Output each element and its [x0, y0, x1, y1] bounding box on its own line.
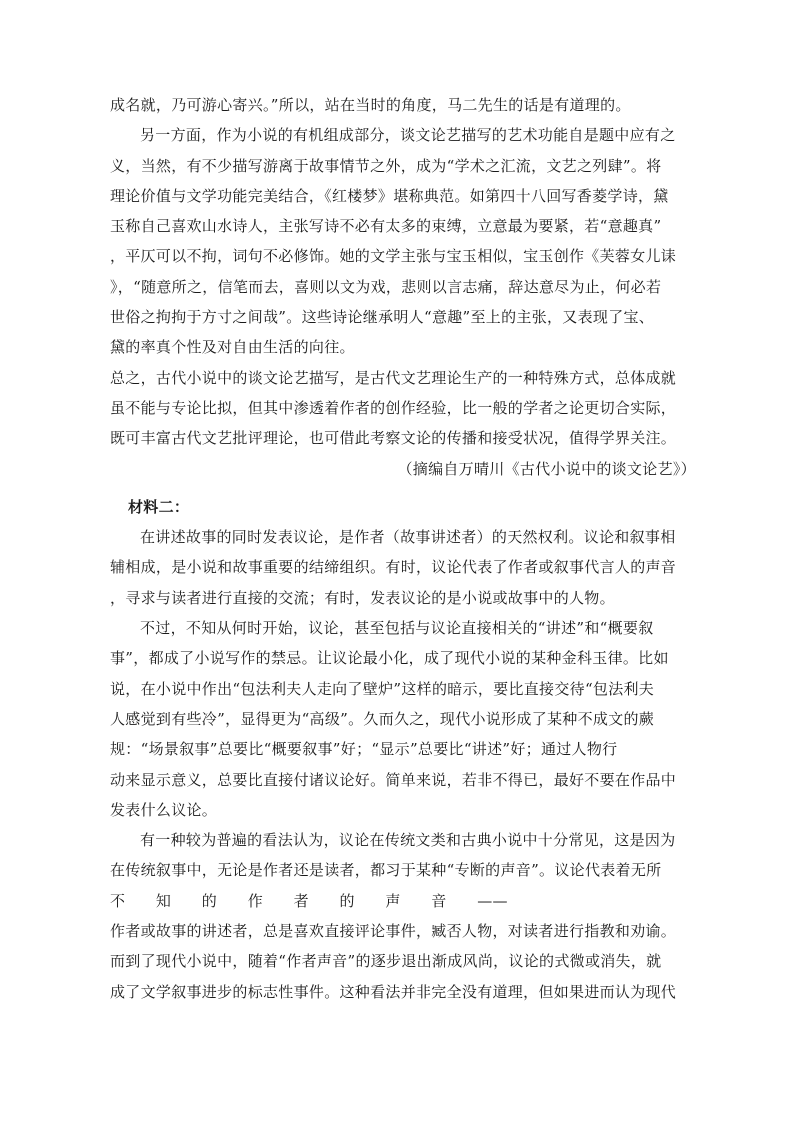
text-line: 虽不能与专论比拟，但其中渗透着作者的创作经验，比一般的学者之论更切合实际，: [110, 398, 677, 417]
text-line: 辅相成，是小说和故事重要的结缔组织。有时，议论代表了作者或叙事代言人的声音: [110, 558, 677, 577]
paragraph-start-line: 在讲述故事的同时发表议论，是作者（故事讲述者）的天然权利。议论和叙事相: [140, 528, 676, 547]
text-line: 既可丰富古代文艺批评理论，也可借此考察文论的传播和接受状况，值得学界关注。: [110, 429, 677, 448]
text-line: 发表什么议论。: [110, 800, 218, 819]
text-line: ，寻求与读者进行直接的交流；有时，发表议论的是小说或故事中的人物。: [110, 588, 615, 607]
text-line: 动来显示意义，总要比直接付诸议论好。简单来说，若非不得已，最好不要在作品中: [110, 770, 677, 789]
text-line: 而到了现代小说中，随着“作者声音”的逐步退出渐成风尚，议论的式微或消失，就: [110, 952, 662, 971]
document-page: [110, 90, 698, 1007]
text-line: 理论价值与文学功能完美结合，《红楼梦》堪称典范。如第四十八回写香菱学诗，黛: [110, 186, 669, 205]
paragraph-start-line: 另一方面，作为小说的有机组成部分，谈文论艺描写的艺术功能自是题中应有之: [140, 126, 676, 145]
text-line: 成了文学叙事进步的标志性事件。这种看法并非完全没有道理，但如果进而认为现代: [110, 982, 677, 1001]
text-line: 规：“场景叙事”总要比“概要叙事”好；“显示”总要比“讲述”好；通过人物行: [110, 740, 618, 759]
text-line: 世俗之拘拘于方寸之间哉”。这些诗论继承明人“意趣”至上的主张，又表现了宝、: [110, 308, 655, 327]
text-line: 义，当然，有不少描写游离于故事情节之外，成为“学术之汇流，文艺之列肆”。将: [110, 156, 662, 175]
text-line: 事”，都成了小说写作的禁忌。让议论最小化，成了现代小说的某种金科玉律。比如: [110, 649, 669, 668]
text-line: 在传统叙事中，无论是作者还是读者，都习于某种“专断的声音”。议论代表着无所: [110, 861, 662, 880]
text-line: 人感觉到有些冷”，显得更为“高级”。久而久之，现代小说形成了某种不成文的蕨: [110, 709, 655, 728]
text-line: 玉称自己喜欢山水诗人，主张写诗不必有太多的束缚，立意最为要紧，若“意趣真”: [110, 217, 662, 236]
section-heading: 材料二：: [128, 497, 190, 516]
text-line: 成名就，乃可游心寄兴。”所以，站在当时的角度，马二先生的话是有道理的。: [110, 96, 631, 114]
text-line: 》，“随意所之，信笔而去，喜则以文为戏，悲则以言志痛，辞达意尽为止，何必若: [110, 277, 662, 296]
text-line: ，平仄可以不拘，词句不必修饰。她的文学主张与宝玉相似，宝玉创作《芙蓉女儿诔: [110, 247, 677, 266]
paragraph-start-line: 有一种较为普遍的看法认为，议论在传统文类和古典小说中十分常见，这是因为: [140, 831, 676, 850]
source-citation: （摘编自万晴川《古代小说中的谈文论艺》）: [397, 459, 696, 478]
paragraph-start-line: 总之，古代小说中的谈文论艺描写，是古代文艺理论生产的一种特殊方式，总体成就: [110, 368, 677, 387]
text-line: 作者或故事的讲述者，总是喜欢直接评论事件，臧否人物，对读者进行指教和劝谕。: [110, 922, 677, 941]
spaced-text-line: 不 知 的 作 者 的 声 音 ——: [110, 891, 508, 910]
text-line: 黛的率真个性及对自由生活的向往。: [110, 338, 355, 357]
text-line: 说，在小说中作出“包法利夫人走向了壁炉”这样的暗示，要比直接交待“包法利夫: [110, 679, 655, 698]
paragraph-start-line: 不过，不知从何时开始，议论，甚至包括与议论直接相关的“讲述”和“概要叙: [140, 619, 654, 638]
